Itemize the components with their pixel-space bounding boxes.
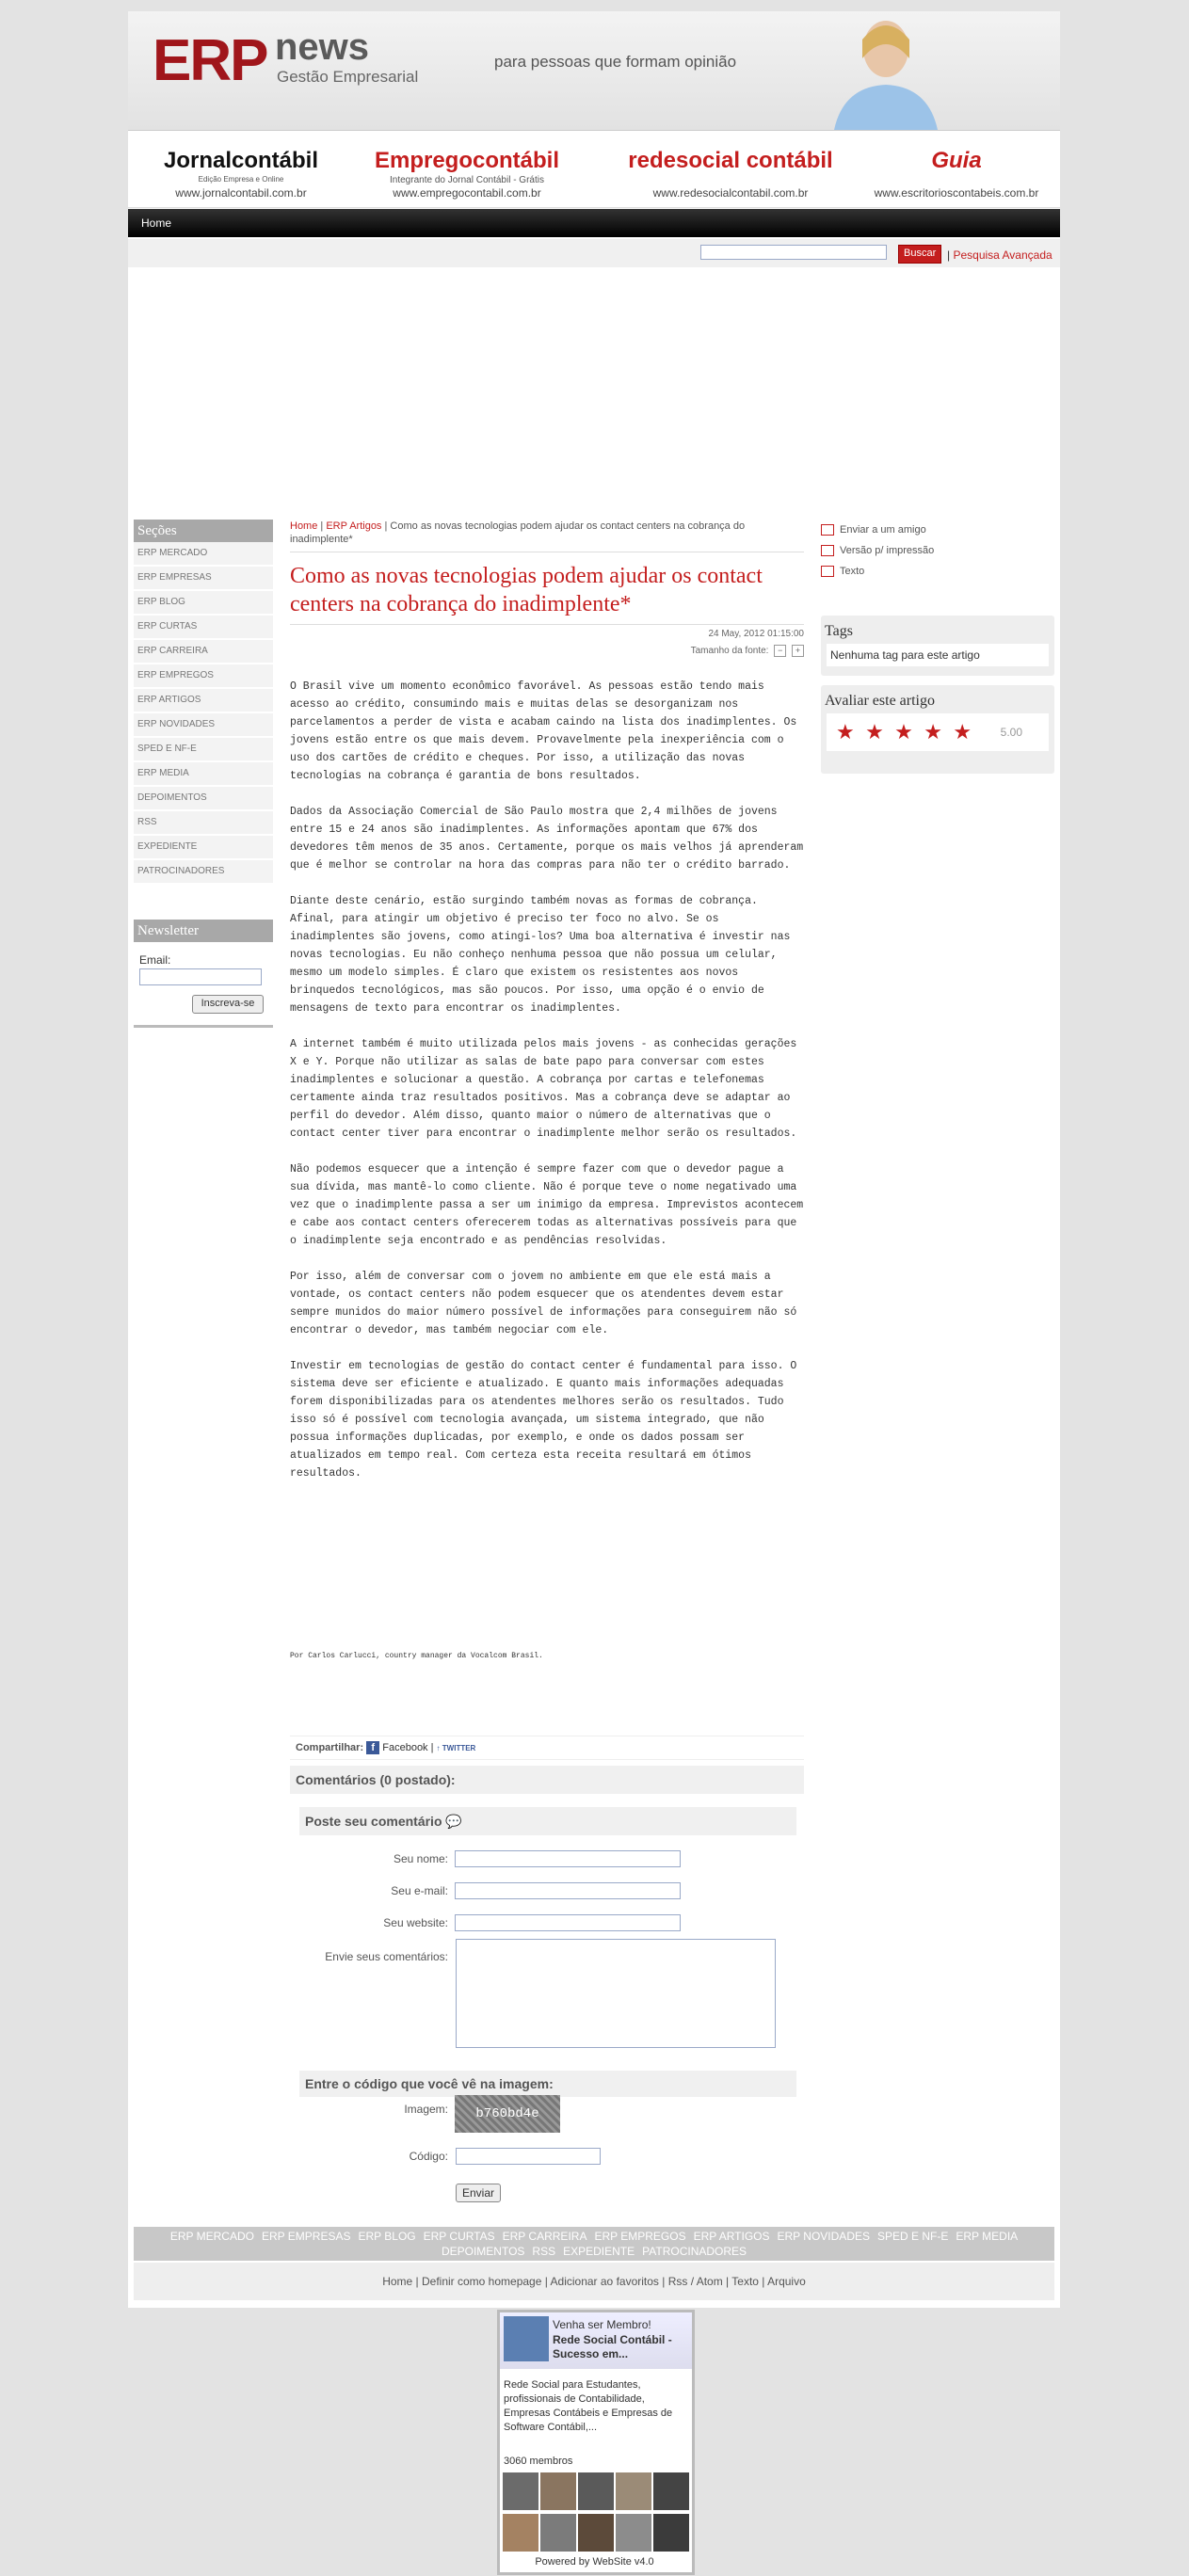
- code-input[interactable]: [456, 2148, 601, 2165]
- main-nav: [128, 209, 1060, 237]
- partner-tag: Edição Empresa e Online: [198, 175, 284, 184]
- tool-label: Versão p/ impressão: [840, 545, 935, 556]
- envelope-icon: [821, 524, 834, 536]
- text-version-link[interactable]: [821, 561, 1054, 582]
- star-icon[interactable]: ★: [894, 720, 913, 744]
- section-item[interactable]: ERP CARREIRA: [134, 640, 273, 664]
- star-icon[interactable]: ★: [836, 720, 855, 744]
- comments-label: Envie seus comentários:: [325, 1950, 448, 1963]
- share-bar: [290, 1736, 804, 1760]
- post-comment-title: Poste seu comentário: [305, 1814, 442, 1829]
- footer-link[interactable]: PATROCINADORES: [642, 2245, 747, 2258]
- print-version-link[interactable]: [821, 540, 1054, 561]
- footer-link[interactable]: ERP MEDIA: [956, 2230, 1019, 2243]
- section-item[interactable]: EXPEDIENTE: [134, 836, 273, 860]
- avatar[interactable]: [578, 2472, 614, 2510]
- newsletter-email-label: Email:: [139, 953, 171, 967]
- section-item[interactable]: ERP EMPRESAS: [134, 567, 273, 591]
- partner-url: www.escritorioscontabeis.com.br: [874, 186, 1039, 200]
- article-paragraph: Dados da Associação Comercial de São Paulo mostra que 2,4 milhões de jovens entre 15 e 24 anos são inadimplentes. As informações apontam que 67% dos devedores têm menos de 35 anos. Certamente, porque os mais velhos já aprenderam que é melhor se controlar na hora das compras para não ter o crédito barrado.: [290, 806, 804, 872]
- article-paragraph: Não podemos esquecer que a intenção é sempre fazer com que o devedor pague a sua dívida, mas mantê-lo como cliente. Não é porque teve o nome negativado uma vez que o inadimplente passa a ser um inimigo da empresa. Imprevistos acontecem e cabe aos contact centers oferecerem todas as alternativas possíveis para que o inadimplente seja encontrado e as pendências resolvidas.: [290, 1163, 804, 1247]
- section-item[interactable]: ERP MEDIA: [134, 762, 273, 787]
- social-network-widget[interactable]: [497, 2310, 695, 2575]
- newsletter-email-input[interactable]: [139, 968, 262, 985]
- newsletter-title: Newsletter: [134, 920, 273, 942]
- avatar[interactable]: [503, 2472, 538, 2510]
- document-icon: [821, 566, 834, 577]
- twitter-link[interactable]: ↑ TWITTER: [436, 1744, 476, 1752]
- article-tools: [821, 520, 1054, 582]
- nav-home[interactable]: Home: [141, 216, 172, 230]
- avatar[interactable]: [503, 2514, 538, 2552]
- breadcrumb: Home | ERP Artigos | Como as novas tecnologias podem ajudar os contact centers na cobrança do inadimplente*: [290, 520, 804, 552]
- widget-header: [500, 2312, 692, 2369]
- site-header: [128, 11, 1060, 131]
- comments-textarea[interactable]: [456, 1939, 776, 2048]
- article-main: [290, 520, 804, 1500]
- section-item[interactable]: SPED E NF-E: [134, 738, 273, 762]
- article-paragraph: Diante deste cenário, estão surgindo também novas as formas de cobrança. Afinal, para atingir um objetivo é preciso ter foco no alvo. Se os inadimplentes são jovens, como atingi-los? Uma boa alternativa é investir nas novas tecnologias. Eu não conheço nenhuma pessoa que não possua um celular, mesmo um modelo simples. É claro que existem os resistentes aos novos brinquedos tecnológicos, mas são poucos. Por isso, uma opção é o envio de mensagens de texto para encontrar os inadimplentes.: [290, 895, 791, 1015]
- facebook-link[interactable]: Facebook: [382, 1742, 428, 1753]
- email-input[interactable]: [455, 1882, 681, 1899]
- partner-tag: Integrante do Jornal Contábil - Grátis: [390, 175, 544, 185]
- font-size-label: Tamanho da fonte:: [690, 646, 769, 656]
- search-input[interactable]: [700, 245, 887, 260]
- footer-link[interactable]: ERP CARREIRA: [502, 2230, 587, 2243]
- partner-brand: redesocial contábil: [628, 148, 833, 173]
- advanced-search-area: [947, 248, 1052, 262]
- search-bar: [128, 239, 1060, 267]
- footer-link[interactable]: ERP ARTIGOS: [693, 2230, 770, 2243]
- footer-links: [134, 2227, 1054, 2261]
- footer-link[interactable]: ERP EMPRESAS: [261, 2230, 351, 2243]
- logo-news-text: news: [275, 26, 370, 68]
- email-label: Seu e-mail:: [391, 1884, 448, 1897]
- tool-label: Texto: [840, 566, 865, 577]
- logo-erp-text: ERP: [153, 28, 267, 93]
- star-icon[interactable]: ★: [953, 720, 972, 744]
- rating-stars: [827, 713, 1049, 751]
- website-label: Seu website:: [383, 1916, 448, 1929]
- advanced-search-link[interactable]: Pesquisa Avançada: [953, 248, 1052, 262]
- widget-description: Rede Social para Estudantes, profissionais de Contabilidade, Empresas Contábeis e Empresas de Software Contábil,...: [504, 2379, 673, 2433]
- article-date: 24 May, 2012 01:15:00: [290, 624, 804, 639]
- newsletter-box: [134, 920, 273, 1028]
- code-label: Código:: [409, 2150, 448, 2163]
- network-logo-icon: [504, 2316, 549, 2361]
- breadcrumb-home[interactable]: Home: [290, 520, 318, 532]
- section-item[interactable]: ERP ARTIGOS: [134, 689, 273, 713]
- rating-value: 5.00: [1000, 726, 1022, 739]
- sections-box: [134, 520, 273, 885]
- email-friend-link[interactable]: [821, 520, 1054, 540]
- star-icon[interactable]: ★: [924, 720, 942, 744]
- page-container: [128, 11, 1060, 2308]
- captcha-title: Entre o código que você vê na imagem:: [305, 2076, 554, 2091]
- site-logo[interactable]: [153, 26, 419, 93]
- separator: |: [430, 1742, 434, 1753]
- newsletter-subscribe-button[interactable]: Inscreva-se: [192, 995, 264, 1014]
- breadcrumb-current: Como as novas tecnologias podem ajudar os contact centers na cobrança do inadimplente*: [290, 520, 746, 545]
- section-item[interactable]: PATROCINADORES: [134, 860, 273, 885]
- footer-link[interactable]: ERP EMPREGOS: [594, 2230, 686, 2243]
- font-increase-icon[interactable]: +: [792, 645, 804, 657]
- partner-banner: [128, 132, 1060, 208]
- rating-box: [821, 685, 1054, 774]
- send-comment-button[interactable]: Enviar: [456, 2184, 501, 2202]
- star-icon[interactable]: ★: [865, 720, 884, 744]
- tags-title: Tags: [825, 623, 853, 639]
- comment-bubble-icon: 💬: [445, 1814, 462, 1829]
- article-paragraph: O Brasil vive um momento econômico favorável. As pessoas estão tendo mais acesso ao crédito, consumindo mais e muitas delas se desorganizam nos parcelamentos a perder de vista e acabam caindo na lista dos inadimplentes. Os jovens estão entre os que mais devem. Provavelmente pela inexperiência com o uso dos cartões de crédito e cheques. Por isso, a utilização das novas tecnologias na cobrança é garantia de bons resultados.: [290, 680, 797, 782]
- font-decrease-icon[interactable]: −: [774, 645, 786, 657]
- widget-cta[interactable]: Venha ser Membro!: [553, 2318, 651, 2331]
- footer-link[interactable]: ERP CURTAS: [423, 2230, 495, 2243]
- avatar[interactable]: [653, 2472, 689, 2510]
- tags-empty-text: Nenhuma tag para este artigo: [827, 644, 1049, 666]
- footer-link[interactable]: ERP BLOG: [358, 2230, 416, 2243]
- section-item[interactable]: DEPOIMENTOS: [134, 787, 273, 811]
- comments-count: Comentários (0 postado):: [296, 1772, 456, 1787]
- post-comment-header: [299, 1807, 796, 1835]
- partner-redesocialcontabil[interactable]: [627, 132, 834, 207]
- captcha-image: b760bd4e: [455, 2095, 560, 2133]
- share-title: Compartilhar:: [296, 1742, 364, 1753]
- article-paragraph: Por isso, além de conversar com o jovem no ambiente em que ele está mais a vontade, os contact centers não podem esquecer que os atendentes devem estar sempre munidos do maior número possível de informações para conseguirem não só encontrar o devedor, mas também negociar com ele.: [290, 1271, 797, 1336]
- header-woman-image: [815, 11, 956, 130]
- article-author: Por Carlos Carlucci, country manager da Vocalcom Brasil.: [290, 1652, 543, 1660]
- avatar[interactable]: [540, 2514, 576, 2552]
- footer-link[interactable]: DEPOIMENTOS: [441, 2245, 525, 2258]
- partner-guia[interactable]: [862, 132, 1051, 207]
- article-paragraph: A internet também é muito utilizada pelos mais jovens - as conhecidas gerações X e Y. Porque não utilizar as salas de bate papo para conversar com estes inadimplentes e solucionar a questão. A cobrança por cartas e telefonemas certamente ainda traz resultados positivos. Mas a cobrança deve se adaptar ao perfil do devedor. Além disso, quanto maior o número de alternativas que o contact center tiver para encontrar o inadimplente melhor serão os resultados.: [290, 1038, 797, 1140]
- powered-by: Powered by WebSite v4.0: [535, 2556, 654, 2568]
- comments-header: [290, 1766, 804, 1794]
- footer-link[interactable]: EXPEDIENTE: [563, 2245, 635, 2258]
- sections-title: Seções: [134, 520, 273, 542]
- section-item[interactable]: ERP MERCADO: [134, 542, 273, 567]
- widget-member-count: 3060 membros: [504, 2456, 573, 2467]
- font-size-control: [290, 645, 804, 657]
- avatar[interactable]: [616, 2514, 651, 2552]
- footer-bottom-links[interactable]: Home | Definir como homepage | Adicionar ao favoritos | Rss / Atom | Texto | Arquivo: [134, 2263, 1054, 2300]
- partner-url: www.jornalcontabil.com.br: [175, 186, 307, 200]
- logo-subtitle: Gestão Empresarial: [277, 68, 419, 86]
- footer-link[interactable]: SPED E NF-E: [877, 2230, 949, 2243]
- partner-brand: Guia: [931, 148, 982, 173]
- section-item[interactable]: ERP EMPREGOS: [134, 664, 273, 689]
- website-input[interactable]: [455, 1914, 681, 1931]
- partner-brand: Jornalcontábil: [163, 148, 319, 173]
- footer-link[interactable]: ERP MERCADO: [169, 2230, 254, 2243]
- widget-network-name[interactable]: Rede Social Contábil - Sucesso em...: [553, 2333, 672, 2360]
- twitter-label: TWITTER: [442, 1744, 476, 1752]
- avatar[interactable]: [540, 2472, 576, 2510]
- article-paragraph: Investir em tecnologias de gestão do contact center é fundamental para isso. O sistema deve ser eficiente e atualizado. E quanto mais informações adequadas forem disponibilizadas para os atendentes melhores serão os resultados. Tudo isso só é possível com tecnologia avançada, um sistema integrado, que não possua informações duplicadas, por exemplo, e onde os dados possam ser atualizados em tempo real. Com certeza esta receita resultará em ótimos resultados.: [290, 1360, 797, 1480]
- avatar[interactable]: [616, 2472, 651, 2510]
- separator: |: [947, 248, 951, 262]
- partner-url: www.empregocontabil.com.br: [393, 186, 541, 200]
- tool-label: Enviar a um amigo: [840, 524, 926, 536]
- section-item[interactable]: RSS: [134, 811, 273, 836]
- search-button[interactable]: Buscar: [898, 245, 941, 264]
- section-item[interactable]: ERP NOVIDADES: [134, 713, 273, 738]
- member-avatars: [502, 2471, 690, 2553]
- footer-link[interactable]: RSS: [532, 2245, 556, 2258]
- footer-link[interactable]: ERP NOVIDADES: [777, 2230, 870, 2243]
- section-item[interactable]: ERP BLOG: [134, 591, 273, 616]
- article-body: [290, 678, 804, 1482]
- captcha-header: [299, 2071, 796, 2097]
- name-label: Seu nome:: [393, 1852, 448, 1865]
- section-item[interactable]: ERP CURTAS: [134, 616, 273, 640]
- partner-brand: Empregocontábil: [374, 148, 560, 173]
- facebook-icon[interactable]: f: [366, 1741, 379, 1754]
- captcha-image-label: Imagem:: [404, 2103, 448, 2116]
- printer-icon: [821, 545, 834, 556]
- partner-url: www.redesocialcontabil.com.br: [652, 186, 809, 200]
- avatar[interactable]: [578, 2514, 614, 2552]
- site-slogan: para pessoas que formam opinião: [494, 53, 737, 71]
- tags-box: [821, 616, 1054, 676]
- name-input[interactable]: [455, 1850, 681, 1867]
- avatar[interactable]: [653, 2514, 689, 2552]
- partner-empregocontabil[interactable]: [363, 132, 570, 207]
- partner-jornalcontabil[interactable]: [147, 132, 335, 207]
- article-title: Como as novas tecnologias podem ajudar os contact centers na cobrança do inadimplente*: [290, 564, 763, 616]
- breadcrumb-category[interactable]: ERP Artigos: [326, 520, 382, 532]
- rating-title: Avaliar este artigo: [825, 693, 935, 709]
